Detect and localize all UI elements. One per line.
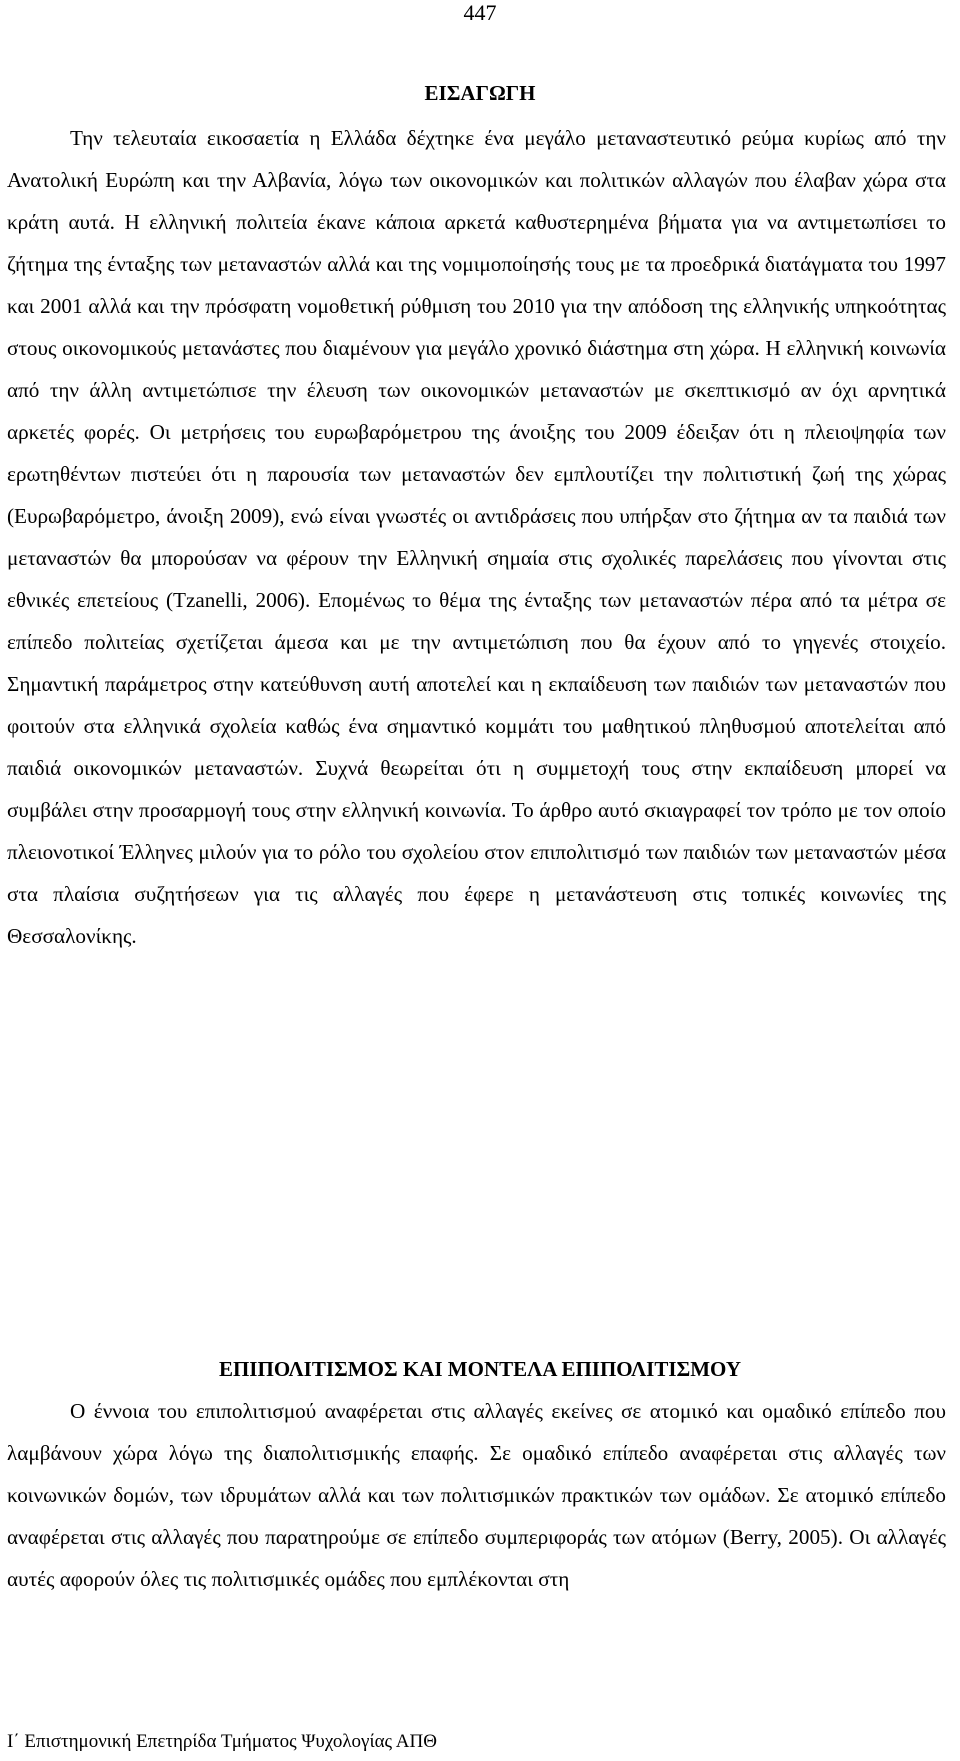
section-heading: ΕΠΙΠΟΛΙΤΙΣΜΟΣ ΚΑΙ ΜΟΝΤΕΛΑ ΕΠΙΠΟΛΙΤΙΣΜΟΥ [218, 1357, 742, 1381]
introduction-heading: ΕΙΣΑΓΩΓΗ [424, 81, 536, 105]
page-number: 447 [463, 0, 497, 25]
introduction-paragraph: Την τελευταία εικοσαετία η Ελλάδα δέχτηκε ένα μεγάλο μεταναστευτικό ρεύμα κυρίως από την Ανατολική Ευρώπη και την Αλβανία, λόγω των οικονομικών και πολιτικών αλλαγών που έλαβαν χώρα στα κράτη αυτά. Η ελληνική πολιτεία έκανε κάποια αρκετά καθυστερημένα βήματα για να αντιμετωπίσει το ζήτημα της ένταξης των μεταναστών αλλά και της νομιμοποίησής τους με τα προεδρικά διατάγματα του 1997 και 2001 αλλά και την πρόσφατη νομοθετική ρύθμιση του 2010 για την απόδοση της ελληνικής υπηκοότητας στους οικονομικούς μετανάστες που διαμένουν για μεγάλο χρονικό διάστημα στη χώρα. Η ελληνική κοινωνία από την άλλη αντιμετώπισε την έλευση των οικονομικών μεταναστών με σκεπτικισμό αν όχι αρνητικά αρκετές φορές. Οι μετρήσεις του ευρωβαρόμετρου της άνοιξης του 2009 έδειξαν ότι η πλειοψηφία των ερωτηθέντων πιστεύει ότι η παρουσία των μεταναστών δεν εμπλουτίζει την πολιτιστική ζωή της χώρας (Ευρωβαρόμετρο, άνοιξη 2009), ενώ είναι γνωστές οι αντιδράσεις που υπήρξαν στο ζήτημα αν τα παιδιά των μεταναστών θα μπορούσαν να φέρουν την Ελληνική σημαία στις σχολικές παρελάσεις που γίνονται στις εθνικές επετείους (Tzanelli, 2006). Επομένως το θέμα της ένταξης των μεταναστών πέρα από τα μέτρα σε επίπεδο πολιτείας σχετίζεται άμεσα και με την αντιμετώπιση που θα έχουν από το γηγενές στοιχείο. Σημαντική παράμετρος στην κατεύθυνση αυτή αποτελεί και η εκπαίδευση των παιδιών των μεταναστών που φοιτούν στα ελληνικά σχολεία καθώς ένα σημαντικό κομμάτι του μαθητικού πληθυσμού αποτελείται από παιδιά οικονομικών μεταναστών. Συχνά θεωρείται ότι η συμμετοχή τους στην εκπαίδευση μπορεί να συμβάλει στην προσαρμογή τους στην ελληνική κοινωνία. Το άρθρο αυτό σκιαγραφεί τον τρόπο με τον οποίο πλειονοτικοί Έλληνες μιλούν για το ρόλο του σχολείου στον επιπολιτισμό των παιδιών των μεταναστών μέσα στα πλαίσια συζητήσεων για τις αλλαγές που έφερε η μετανάστευση στις τοπικές κοινωνίες της Θεσσαλονίκης. [7, 126, 946, 948]
footer-journal-title: Ι΄ Επιστημονική Επετηρίδα Τμήματος Ψυχολογίας ΑΠΘ [7, 1731, 437, 1752]
section-paragraph: Ο έννοια του επιπολιτισμού αναφέρεται στις αλλαγές εκείνες σε ατομικό και ομαδικό επίπεδο που λαμβάνουν χώρα λόγω της διαπολιτισμικής επαφής. Σε ομαδικό επίπεδο αναφέρεται στις αλλαγές των κοινωνικών δομών, των ιδρυμάτων αλλά και των πολιτισμικών πρακτικών των ομάδων. Σε ατομικό επίπεδο αναφέρεται στις αλλαγές που παρατηρούμε σε επίπεδο συμπεριφοράς των ατόμων (Berry, 2005). Οι αλλαγές αυτές αφορούν όλες τις πολιτισμικές ομάδες που εμπλέκονται στη [7, 1399, 946, 1591]
